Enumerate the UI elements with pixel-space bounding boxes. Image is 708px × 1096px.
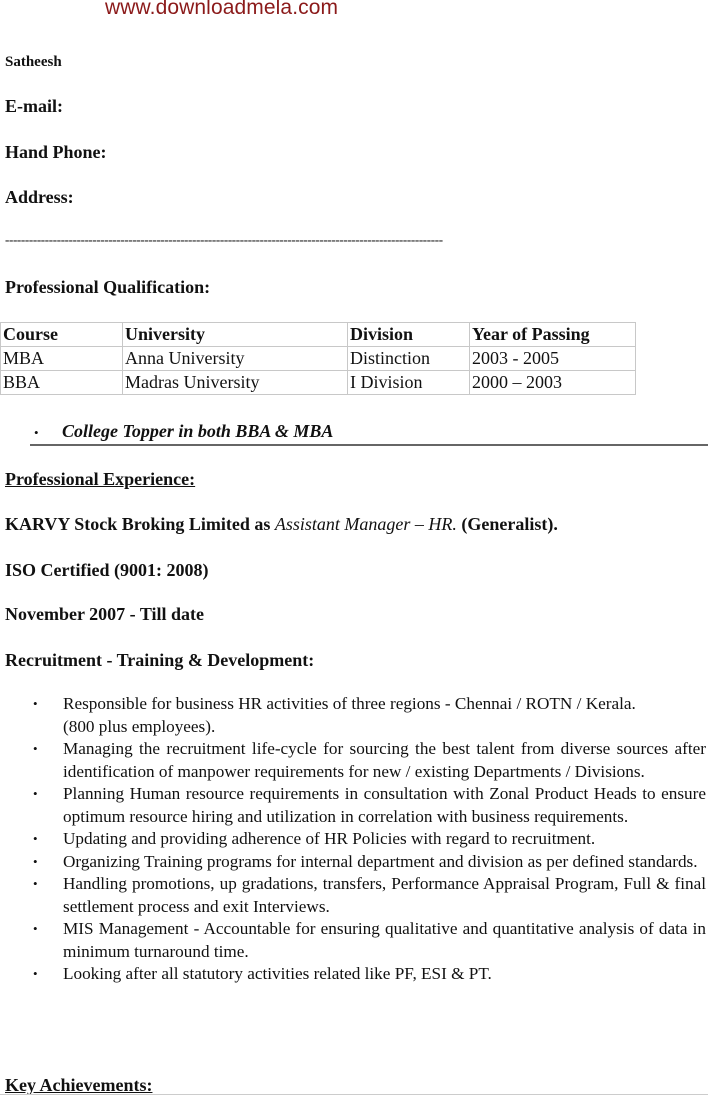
hand-phone-label: Hand Phone: <box>5 142 107 162</box>
list-item-text: Looking after all statutory activities related like PF, ESI & PT. <box>63 964 492 983</box>
bullet-icon: • <box>33 831 38 846</box>
highlight-bullet <box>34 421 333 442</box>
list-item-text: Planning Human resource requirements in consultation with Zonal Product Heads to ensure optimum resource hiring and utilization in correlation with business requirements. <box>63 784 706 826</box>
cell-division: I Division <box>348 371 470 395</box>
list-item <box>0 873 706 918</box>
company-name: KARVY Stock Broking Limited as <box>5 514 275 534</box>
column-header-year: Year of Passing <box>470 323 636 347</box>
cell-year: 2003 - 2005 <box>470 347 636 371</box>
list-item-text: Organizing Training programs for internal department and division as per defined standards. <box>63 851 698 871</box>
table-header-row <box>1 323 636 347</box>
bullet-icon: • <box>33 876 38 891</box>
experience-heading: Professional Experience: <box>5 469 196 489</box>
list-item-text: Handling promotions, up gradations, transfers, Performance Appraisal Program, Full & final settlement process and exit Interviews. <box>63 874 706 916</box>
list-item-text: Responsible for business HR activities of three regions - Chennai / ROTN / Kerala. (800 plus employees). <box>63 694 636 736</box>
column-header-university: University <box>123 323 348 347</box>
table-row <box>1 371 636 395</box>
cell-university: Madras University <box>123 371 348 395</box>
bullet-icon: • <box>33 966 38 981</box>
qualification-heading: Professional Qualification: <box>5 277 211 297</box>
cell-course: MBA <box>1 347 123 371</box>
list-item <box>0 693 653 738</box>
certification: ISO Certified (9001: 2008) <box>5 560 209 580</box>
job-role: Assistant Manager – HR. <box>274 514 457 534</box>
list-item-text: Updating and providing adherence of HR Policies with regard to recruitment. <box>63 829 596 848</box>
bullet-icon: • <box>33 853 38 869</box>
horizontal-rule <box>30 444 708 446</box>
email-label: E-mail: <box>5 96 63 116</box>
cell-year: 2000 – 2003 <box>470 371 636 395</box>
role-suffix: (Generalist). <box>456 514 558 534</box>
cell-course: BBA <box>1 371 123 395</box>
list-item-text: MIS Management - Accountable for ensuring qualitative and quantitative analysis of data in minimum turnaround time. <box>63 919 706 961</box>
list-item <box>0 783 706 828</box>
employment-period: November 2007 - Till date <box>5 604 204 624</box>
list-item <box>0 738 706 783</box>
bullet-icon: • <box>33 786 38 801</box>
list-item <box>0 918 706 963</box>
bullet-icon: • <box>33 741 38 756</box>
bullet-icon: • <box>33 696 38 711</box>
list-item <box>0 851 706 874</box>
list-item <box>0 828 706 851</box>
candidate-name: Satheesh <box>5 54 62 70</box>
responsibilities-list <box>0 693 706 986</box>
bullet-icon: • <box>34 425 39 440</box>
bullet-icon: • <box>33 921 38 936</box>
page-bottom-edge <box>0 1094 708 1095</box>
area-heading: Recruitment - Training & Development: <box>5 650 315 670</box>
list-item <box>0 963 706 986</box>
watermark: www.downloadmela.com <box>105 0 339 19</box>
column-header-division: Division <box>348 323 470 347</box>
achievements-heading: Key Achievements: <box>5 1075 153 1095</box>
highlight-text: College Topper in both BBA & MBA <box>62 421 334 441</box>
column-header-course: Course <box>1 323 123 347</box>
table-row <box>1 347 636 371</box>
cell-university: Anna University <box>123 347 348 371</box>
cell-division: Distinction <box>348 347 470 371</box>
list-item-text: Managing the recruitment life-cycle for sourcing the best talent from diverse sources after identification of manpower requirements for new / existing Departments / Divisions. <box>63 739 706 781</box>
employer-line <box>5 514 558 535</box>
qualification-table <box>0 322 636 395</box>
address-label: Address: <box>5 187 74 207</box>
dashed-separator: -------------------------------------------------------------------------------------------------------------- <box>5 232 443 247</box>
